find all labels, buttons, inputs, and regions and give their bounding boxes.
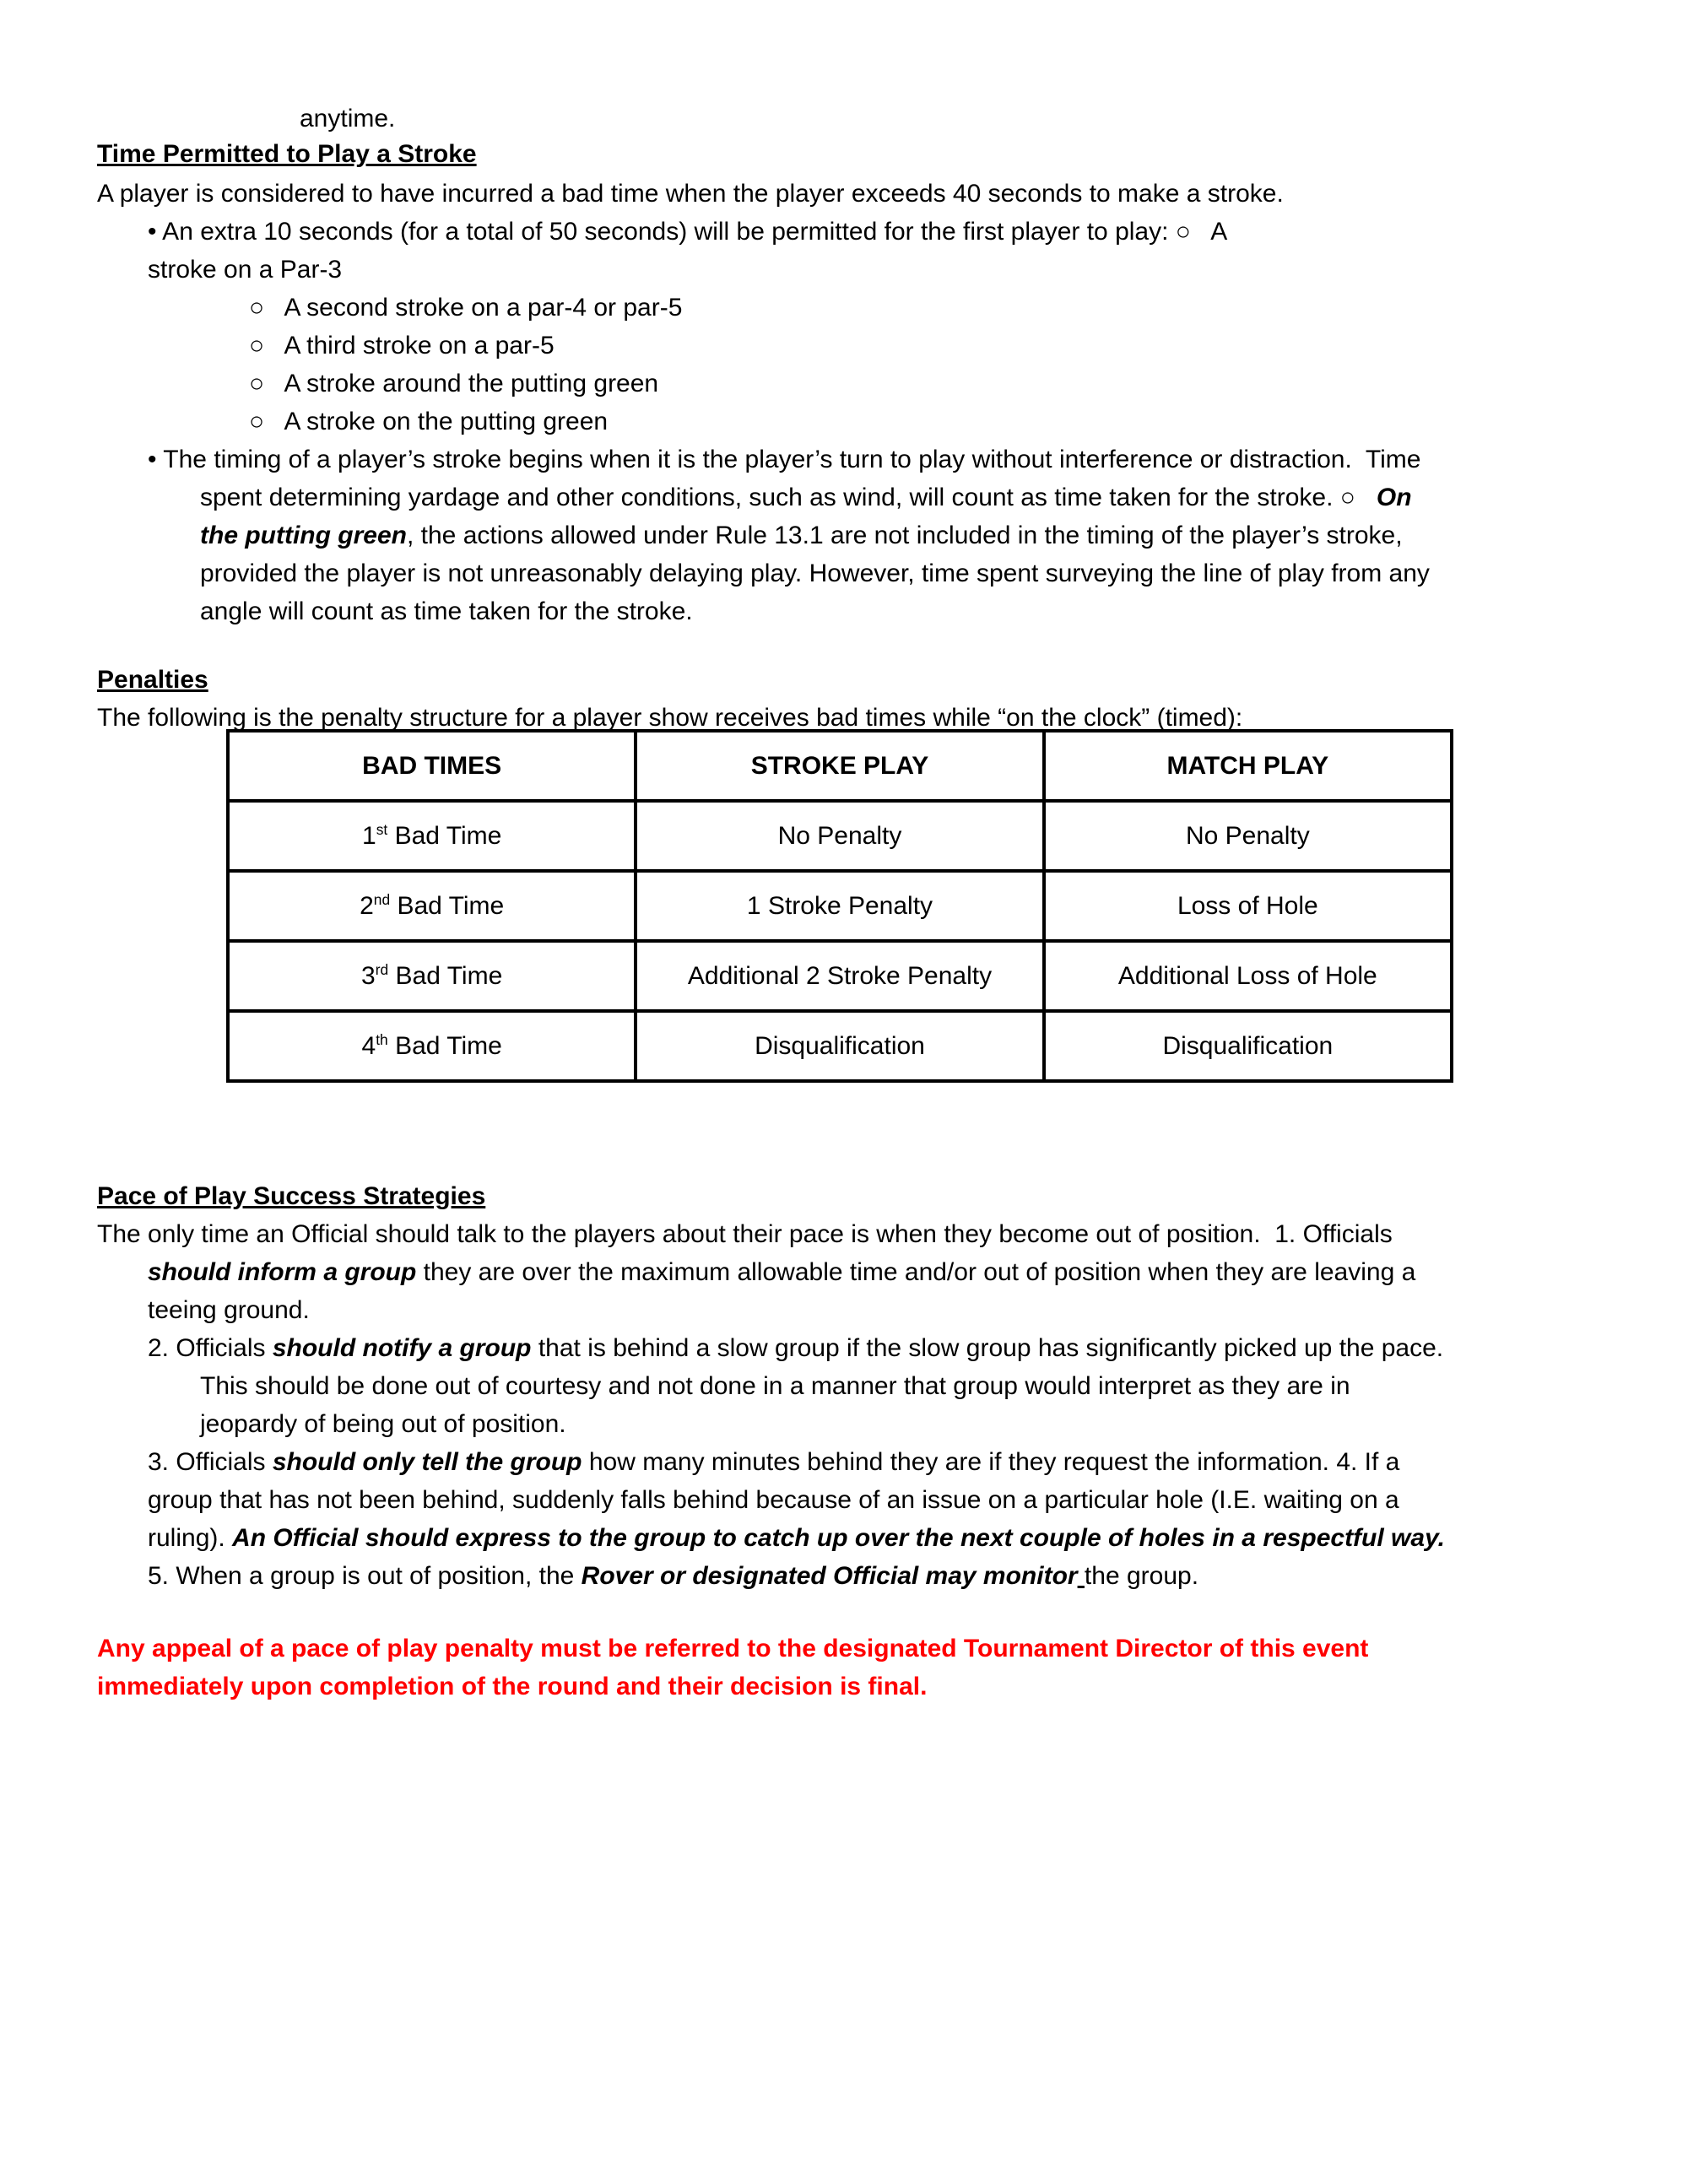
text-line: ○ A stroke on the putting green [249, 408, 609, 435]
table-header-match-play: MATCH PLAY [1044, 731, 1452, 801]
text-line: ○ A third stroke on a par-5 [249, 332, 555, 359]
table-cell-match-play: Additional Loss of Hole [1044, 941, 1452, 1011]
text-line: 3. Officials should only tell the group how many minutes behind they are if they request the information. 4. If a [148, 1448, 1400, 1476]
table-header-bad-times: BAD TIMES [228, 731, 636, 801]
text-line: stroke on a Par-3 [148, 256, 343, 284]
text-line: ruling). An Official should express to the group to catch up over the next couple of holes in a respectful way. [148, 1524, 1445, 1552]
text-line: angle will count as time taken for the stroke. [200, 597, 693, 625]
text-line: • The timing of a player’s stroke begins when it is the player’s turn to play without interference or distraction. Time [148, 446, 1421, 473]
table-header-stroke-play: STROKE PLAY [636, 731, 1043, 801]
text-line: immediately upon completion of the round and their decision is final. [97, 1673, 928, 1700]
text-line: 2nd Bad Time [360, 891, 505, 920]
text-line: 3rd Bad Time [361, 961, 503, 990]
table-cell-ordinal [228, 801, 636, 871]
table-cell-stroke-play: 1 Stroke Penalty [636, 871, 1043, 941]
text-line: teeing ground. [148, 1296, 310, 1324]
text-line: • An extra 10 seconds (for a total of 50 seconds) will be permitted for the first player to play: ○ A [148, 218, 1228, 246]
text-line: 5. When a group is out of position, the Rover or designated Official may monitor the group. [148, 1562, 1199, 1590]
text-line: 2. Officials should notify a group that is behind a slow group if the slow group has significantly picked up the pace. [148, 1334, 1444, 1362]
table-cell-stroke-play: No Penalty [636, 801, 1043, 871]
text-line: 4th Bad Time [361, 1031, 502, 1060]
penalties-table [226, 729, 1453, 1083]
penalties-intro: The following is the penalty structure for a player show receives bad times while “on the clock” (timed): [97, 704, 1243, 732]
table-row [228, 801, 1452, 871]
text-line: should inform a group they are over the maximum allowable time and/or out of position when they are leaving a [148, 1258, 1416, 1286]
table-cell-match-play: No Penalty [1044, 801, 1452, 871]
text-line: The only time an Official should talk to the players about their pace is when they become out of position. 1. Officials [97, 1220, 1393, 1248]
table-cell-match-play: Disqualification [1044, 1011, 1452, 1081]
table-cell-ordinal [228, 871, 636, 941]
text-line: jeopardy of being out of position. [200, 1410, 566, 1438]
text-line: 1st Bad Time [362, 821, 502, 850]
text-line: provided the player is not unreasonably delaying play. However, time spent surveying the line of play from any [200, 560, 1430, 587]
text-line: spent determining yardage and other conditions, such as wind, will count as time taken for the stroke. ○ On [200, 484, 1412, 511]
heading-penalties: Penalties [97, 666, 208, 694]
penalties-table-header-row [228, 731, 1452, 801]
text-line: This should be done out of courtesy and not done in a manner that group would interpret as they are in [200, 1372, 1350, 1400]
text-line: Any appeal of a pace of play penalty must be referred to the designated Tournament Director of this event [97, 1635, 1369, 1662]
table-cell-match-play: Loss of Hole [1044, 871, 1452, 941]
pace-of-play-body [97, 1215, 1445, 1595]
table-cell-stroke-play: Additional 2 Stroke Penalty [636, 941, 1043, 1011]
table-cell-ordinal [228, 1011, 636, 1081]
text-line: A player is considered to have incurred a bad time when the player exceeds 40 seconds to make a stroke. [97, 180, 1284, 208]
appeal-notice [97, 1630, 1368, 1706]
table-cell-ordinal [228, 941, 636, 1011]
paragraph-fragment-anytime: anytime. [300, 105, 396, 132]
heading-time-permitted: Time Permitted to Play a Stroke [97, 140, 477, 168]
text-line: the putting green, the actions allowed under Rule 13.1 are not included in the timing of the player’s stroke, [200, 522, 1403, 549]
text-line: ○ A stroke around the putting green [249, 370, 659, 397]
text-line: group that has not been behind, suddenly falls behind because of an issue on a particular hole (I.E. waiting on a [148, 1486, 1399, 1514]
table-row [228, 1011, 1452, 1081]
table-row [228, 871, 1452, 941]
table-cell-stroke-play: Disqualification [636, 1011, 1043, 1081]
time-permitted-body [97, 175, 1430, 630]
heading-pace-of-play: Pace of Play Success Strategies [97, 1182, 486, 1210]
text-line: ○ A second stroke on a par-4 or par-5 [249, 294, 683, 322]
table-row [228, 941, 1452, 1011]
